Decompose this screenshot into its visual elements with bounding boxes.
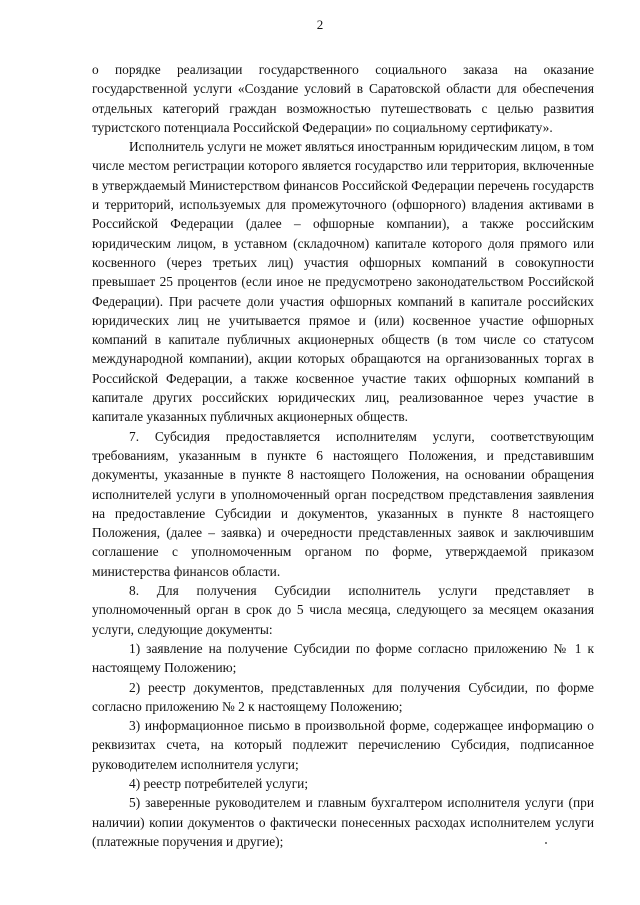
scan-speck — [545, 842, 547, 844]
page-number: 2 — [316, 17, 324, 32]
document-body — [92, 60, 594, 851]
list-item-3: 3) информационное письмо в произвольной форме, содержащее информацию о реквизитах счета, на который подлежит перечислению Субсидия, подписанное руководителем исполнителя услуги; — [92, 718, 594, 772]
list-item-4: 4) реестр потребителей услуги; — [129, 775, 309, 791]
list-item-2: 2) реестр документов, представленных для получения Субсидии, по форме согласно приложению № 2 к настоящему Положению; — [92, 679, 594, 714]
paragraph-item-8: 8. Для получения Субсидии исполнитель услуги представляет в уполномоченный орган в срок до 5 числа месяца, следующего за месяцем оказания услуги, следующие документы: — [92, 583, 594, 637]
paragraph-continuation: о порядке реализации государственного социального заказа на оказание государственной услуги «Создание условий в Саратовской области для обеспечения отдельных категорий граждан возможностью путешествовать с целью развития туристского потенциала Российской Федерации» по социальному сертификату». — [92, 62, 594, 135]
paragraph-item-7: 7. Субсидия предоставляется исполнителям услуги, соответствующим требованиям, указанным в пункте 6 настоящего Положения, и представившим документы, указанные в пункте 8 настоящего Положения, на основании обращения исполнителей услуги в уполномоченный орган посредством представления заявления на предоставление Субсидии и документов, указанных в пункте 8 настоящего Положения, (далее – заявка) и очередности представленных заявок и заключившим соглашение с уполномоченным органом по форме, утверждаемой приказом министерства финансов области. — [92, 428, 594, 579]
paragraph-offshore-restriction: Исполнитель услуги не может являться иностранным юридическим лицом, в том числе местом регистрации которого является государство или территория, включенные в утверждаемый Министерством финансов Российской Федерации перечень государств и территорий, используемых для промежуточного (офшорного) владения активами в Российской Федерации (далее – офшорные компании), а также российским юридическим лицом, в уставном (складочном) капитале которого доля прямого или косвенного (через третьих лиц) участия офшорных компаний в совокупности превышает 25 процентов (если иное не предусмотрено законодательством Российской Федерации). При расчете доли участия офшорных компаний в капитале российских юридических лиц не учитывается прямое и (или) косвенное участие офшорных компаний в капитале публичных акционерных обществ (в том числе со статусом международной компании), акции которых обращаются на организованных торгах в Российской Федерации, а также косвенное участие таких офшорных компаний в капитале других российских юридических лиц, реализованное через участие в капитале указанных публичных акционерных обществ. — [92, 139, 594, 425]
list-item-1: 1) заявление на получение Субсидии по форме согласно приложению № 1 к настоящему Положению; — [92, 640, 594, 676]
list-item-5: 5) заверенные руководителем и главным бухгалтером исполнителя услуги (при наличии) копии документов о фактически понесенных расходах исполнителем услуги (платежные поручения и другие); — [92, 795, 594, 849]
